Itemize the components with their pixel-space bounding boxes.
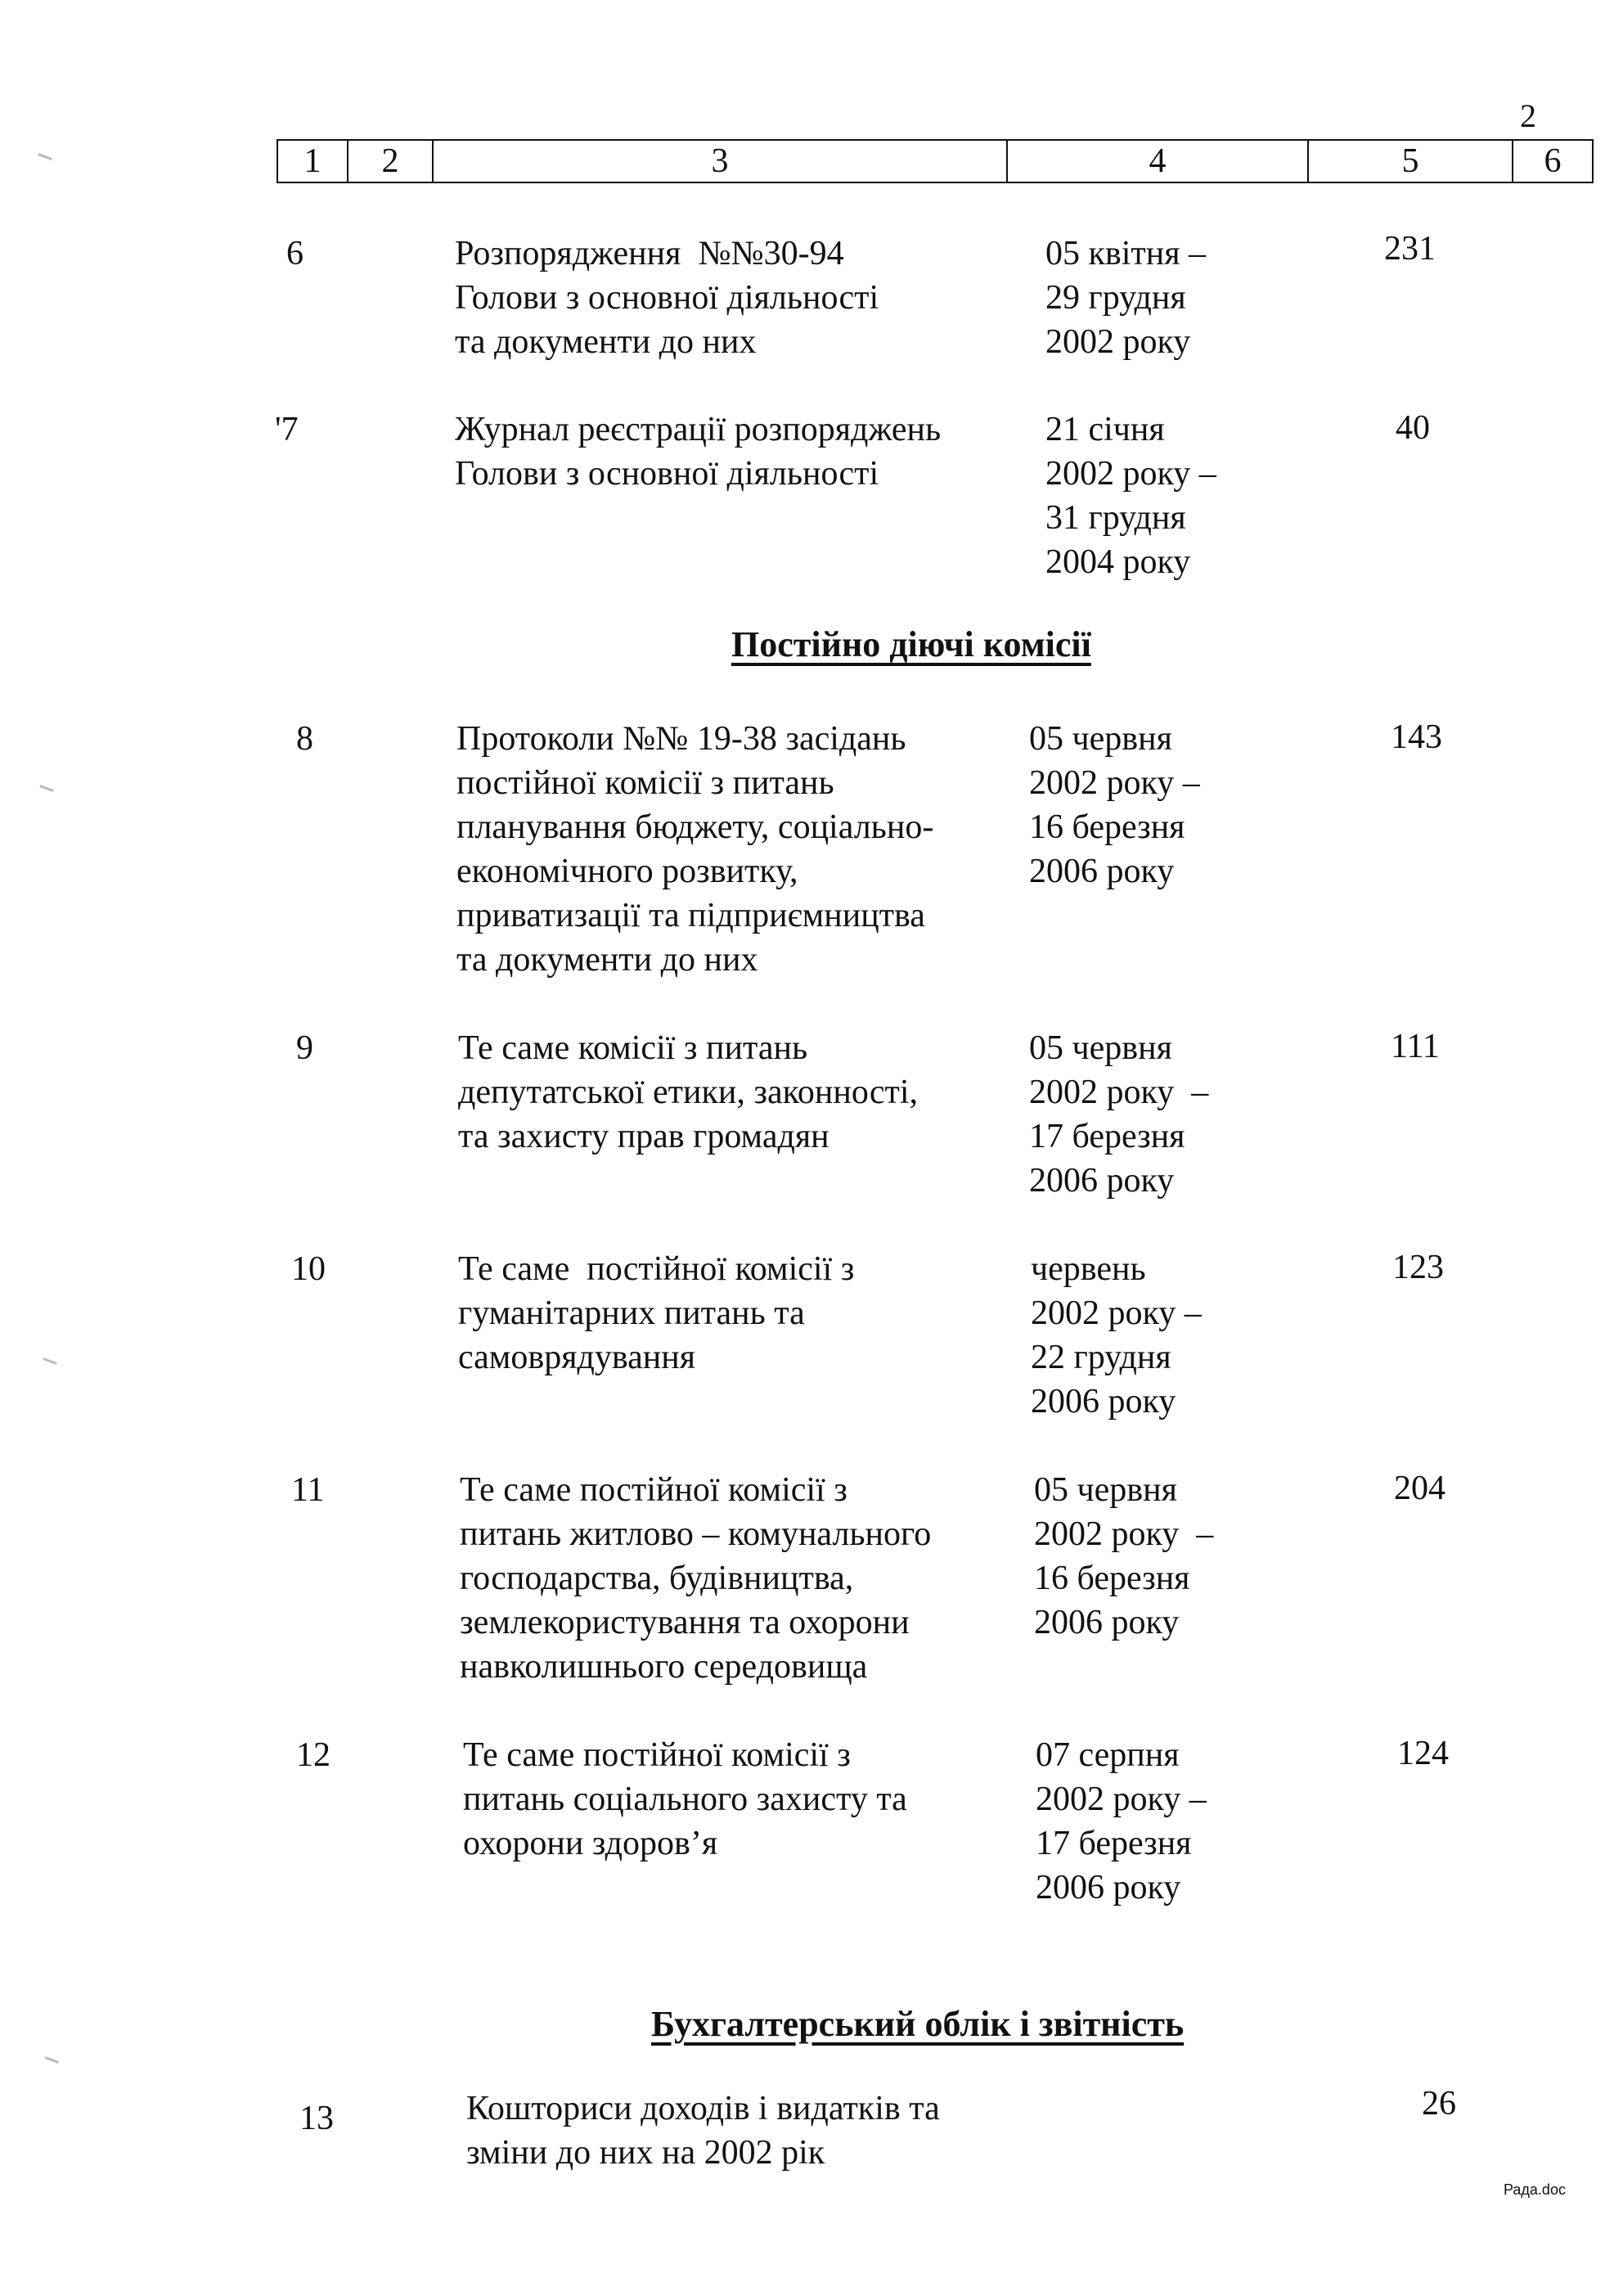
- row-title: Протоколи №№ 19-38 засідань постійної комісії з питань планування бюджету, соціально- економічного розвитку, приватизації та підприємництва та документи до них: [456, 720, 934, 979]
- row-count: 111: [1391, 1028, 1440, 1065]
- row-dates: 05 квітня – 29 грудня 2002 року: [1045, 235, 1207, 361]
- row-count: 204: [1394, 1470, 1445, 1507]
- row-dates: 07 серпня 2002 року – 17 березня 2006 року: [1036, 1736, 1207, 1907]
- row-dates: 21 січня 2002 року – 31 грудня 2004 року: [1045, 411, 1216, 581]
- section-title-accounting: Бухгалтерський облік і звітність: [651, 2004, 1185, 2044]
- row-title: Розпорядження №№30-94 Голови з основної діяльності та документи до них: [455, 235, 879, 361]
- row-count: 231: [1384, 230, 1436, 268]
- row-number: 10: [291, 1250, 326, 1288]
- row-dates: 05 червня 2002 року – 17 березня 2006 року: [1029, 1029, 1209, 1200]
- section-title-committees: Постійно діючі комісії: [731, 624, 1091, 664]
- row-number: '7: [275, 411, 299, 448]
- row-dates: 05 червня 2002 року – 16 березня 2006 року: [1029, 720, 1200, 890]
- row-count: 40: [1396, 409, 1430, 447]
- row-number: 13: [299, 2100, 334, 2137]
- row-number: 6: [286, 235, 303, 272]
- column-header-3: 3: [434, 141, 1008, 182]
- footer-filename: Рада.doc: [1504, 2181, 1566, 2198]
- column-header-4: 4: [1008, 141, 1309, 182]
- row-dates: 05 червня 2002 року – 16 березня 2006 року: [1034, 1471, 1214, 1641]
- scan-speck: [43, 1357, 57, 1365]
- row-dates: червень 2002 року – 22 грудня 2006 року: [1031, 1250, 1202, 1420]
- row-title: Те саме постійної комісії з питань житлово – комунального господарства, будівництва, землекористування та охорони навколишнього середовища: [460, 1471, 932, 1686]
- row-count: 124: [1397, 1735, 1449, 1772]
- column-header-2: 2: [348, 141, 434, 182]
- row-title: Кошториси доходів і видатків та зміни до них на 2002 рік: [466, 2090, 940, 2172]
- row-count: 143: [1391, 718, 1442, 756]
- page-number: 2: [1520, 97, 1536, 134]
- scan-speck: [38, 153, 52, 160]
- scan-speck: [39, 785, 54, 792]
- row-title: Те саме постійної комісії з питань соціального захисту та охорони здоров’я: [463, 1736, 907, 1862]
- row-number: 8: [296, 720, 313, 758]
- column-header-table: [276, 139, 1594, 183]
- row-count: 123: [1392, 1249, 1444, 1286]
- row-title: Те саме постійної комісії з гуманітарних питань та самоврядування: [458, 1250, 855, 1376]
- column-header-6: 6: [1544, 142, 1562, 180]
- row-number: 9: [296, 1029, 313, 1067]
- row-title: Журнал реєстрації розпоряджень Голови з основної діяльності: [455, 411, 942, 493]
- column-header-5: 5: [1309, 141, 1513, 182]
- scan-speck: [44, 2056, 59, 2064]
- row-count: 26: [1422, 2085, 1456, 2123]
- column-header-1: 1: [278, 141, 348, 182]
- row-number: 11: [291, 1471, 325, 1509]
- row-title: Те саме комісії з питань депутатської етики, законності, та захисту прав громадян: [458, 1029, 919, 1155]
- row-number: 12: [296, 1736, 330, 1774]
